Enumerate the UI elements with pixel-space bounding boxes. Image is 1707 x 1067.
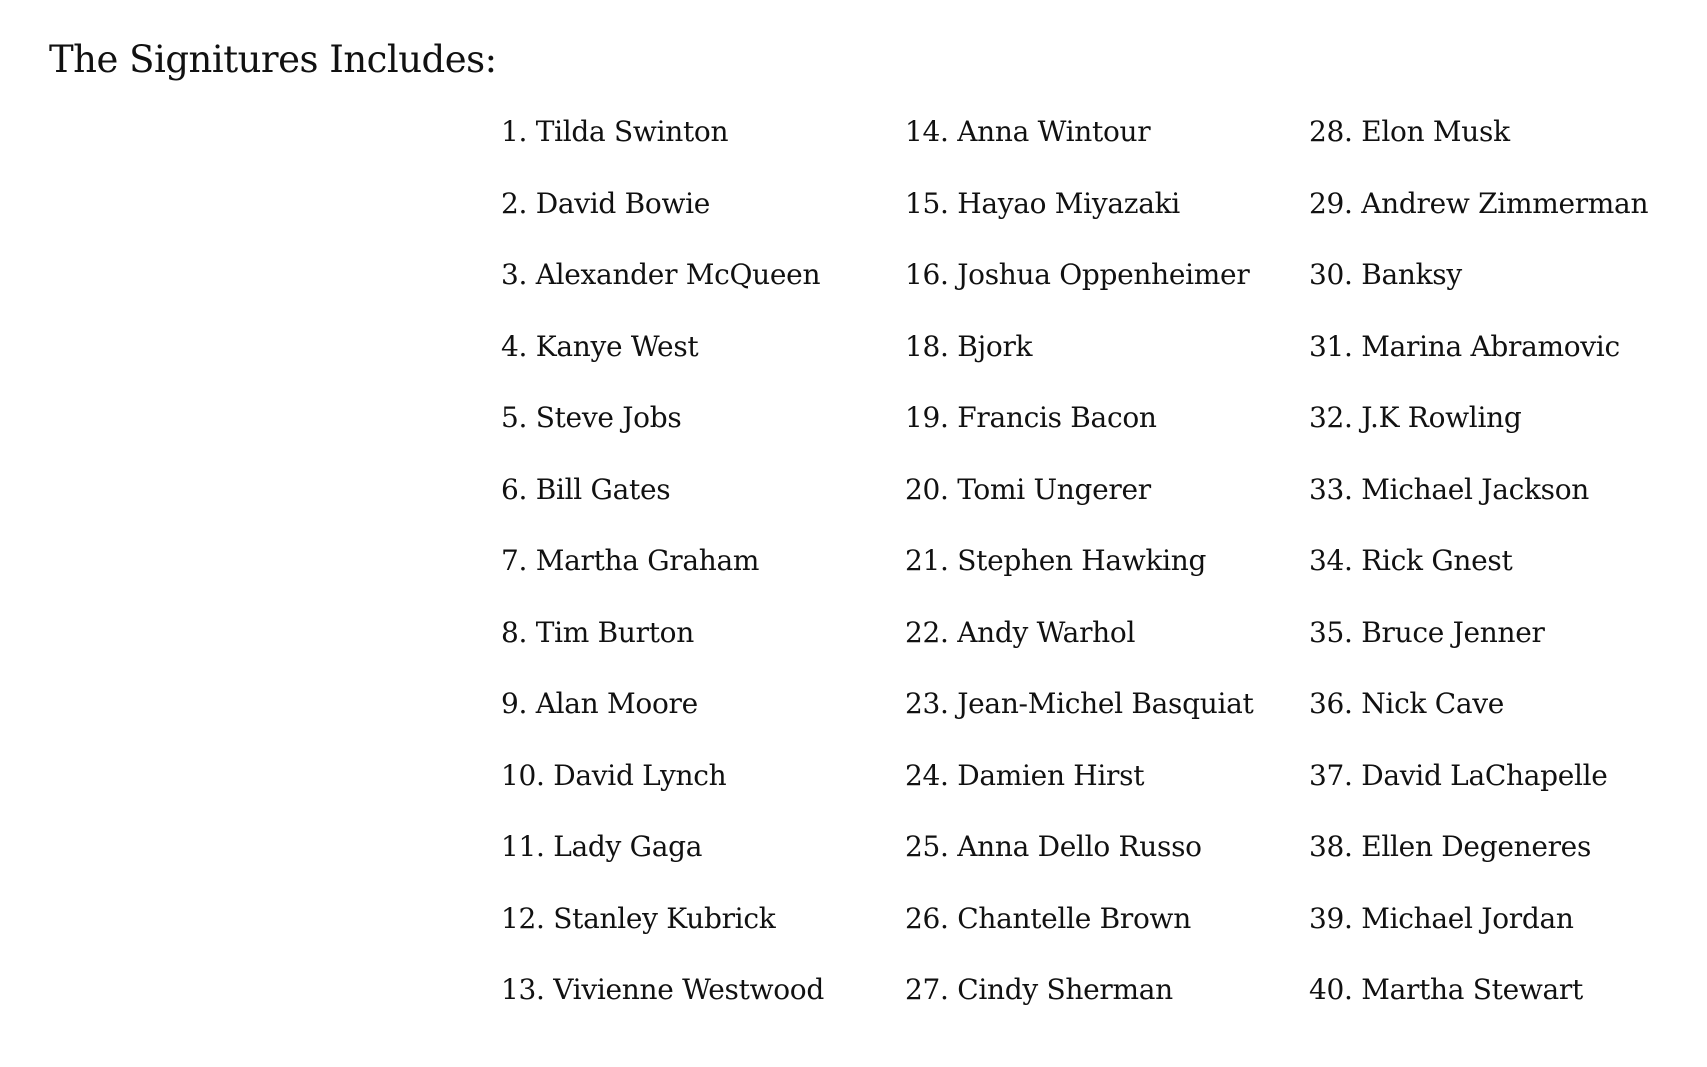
signature-list-item: 33. Michael Jackson — [1309, 472, 1590, 506]
signature-list-item: 5. Steve Jobs — [501, 401, 682, 434]
signatures-column-2 — [905, 112, 1253, 1042]
signature-list-item: 38. Ellen Degeneres — [1309, 830, 1592, 863]
signature-list-item: 18. Bjork — [905, 329, 1033, 363]
signature-list-item: 4. Kanye West — [501, 329, 699, 363]
signatures-list — [0, 112, 1707, 1012]
signature-list-item: 40. Martha Stewart — [1309, 973, 1583, 1006]
signature-list-item: 30. Banksy — [1309, 258, 1462, 291]
signatures-column-3 — [1309, 112, 1648, 1042]
signature-list-item: 36. Nick Cave — [1309, 687, 1505, 720]
signature-list-item: 20. Tomi Ungerer — [905, 472, 1151, 506]
signature-list-item: 32. J.K Rowling — [1309, 401, 1522, 434]
signature-list-item: 29. Andrew Zimmerman — [1309, 186, 1649, 220]
signature-list-item: 26. Chantelle Brown — [905, 901, 1191, 935]
signature-list-item: 3. Alexander McQueen — [501, 258, 821, 291]
signature-list-item: 31. Marina Abramovic — [1309, 329, 1620, 363]
signature-list-item: 7. Martha Graham — [501, 544, 760, 577]
signature-list-item: 39. Michael Jordan — [1309, 901, 1574, 935]
signature-list-item: 25. Anna Dello Russo — [905, 830, 1202, 863]
signature-list-item: 28. Elon Musk — [1309, 115, 1510, 148]
signature-list-item: 34. Rick Gnest — [1309, 544, 1513, 577]
signature-list-item: 35. Bruce Jenner — [1309, 615, 1545, 649]
signature-list-item: 6. Bill Gates — [501, 472, 671, 506]
signature-list-item: 22. Andy Warhol — [905, 615, 1136, 649]
signatures-column-1 — [501, 112, 824, 1042]
signature-list-item: 37. David LaChapelle — [1309, 758, 1608, 792]
signature-list-item: 10. David Lynch — [501, 758, 727, 792]
signature-list-item: 21. Stephen Hawking — [905, 544, 1207, 577]
signature-list-item: 23. Jean-Michel Basquiat — [905, 687, 1254, 720]
signature-list-item: 24. Damien Hirst — [905, 758, 1145, 792]
signature-list-item: 1. Tilda Swinton — [501, 115, 729, 148]
signature-list-item: 16. Joshua Oppenheimer — [905, 258, 1250, 291]
signature-list-item: 12. Stanley Kubrick — [501, 901, 776, 935]
signature-list-item: 27. Cindy Sherman — [905, 973, 1173, 1006]
page-title: The Signitures Includes: — [49, 38, 497, 81]
signature-list-item: 13. Vivienne Westwood — [501, 973, 824, 1006]
signature-list-item: 15. Hayao Miyazaki — [905, 186, 1180, 220]
signature-list-item: 8. Tim Burton — [501, 615, 694, 649]
signature-list-item: 9. Alan Moore — [501, 687, 698, 720]
signature-list-item: 14. Anna Wintour — [905, 115, 1151, 148]
signature-list-item: 19. Francis Bacon — [905, 401, 1157, 434]
signature-list-item: 2. David Bowie — [501, 186, 711, 220]
signature-list-item: 11. Lady Gaga — [501, 830, 703, 863]
